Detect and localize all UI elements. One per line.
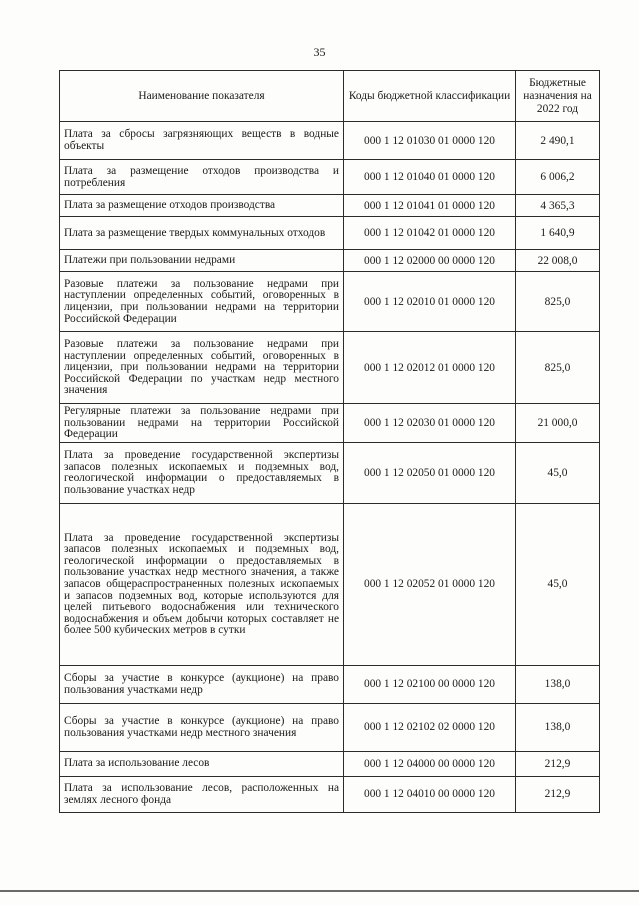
row-name-cell: Сборы за участие в конкурсе (аукционе) на право пользования участками недр	[60, 665, 344, 703]
row-value-cell: 212,9	[516, 751, 600, 776]
table-row	[60, 160, 600, 195]
row-code-cell: 000 1 12 02100 00 0000 120	[344, 665, 516, 703]
row-name-cell: Плата за размещение твердых коммунальных отходов	[60, 217, 344, 250]
row-name-cell: Плата за использование лесов	[60, 751, 344, 776]
row-name-cell: Регулярные платежи за пользование недрами при пользовании недрами на территории Российской Федерации	[60, 404, 344, 443]
table-row	[60, 442, 600, 503]
row-name-cell: Плата за проведение государственной экспертизы запасов полезных ископаемых и подземных вод, геологической информации о предоставляемых в пользование участках недр	[60, 442, 344, 503]
row-value-cell: 1 640,9	[516, 217, 600, 250]
row-name-cell: Сборы за участие в конкурсе (аукционе) на право пользования участками недр местного значения	[60, 703, 344, 751]
row-code-cell: 000 1 12 04000 00 0000 120	[344, 751, 516, 776]
table-body	[60, 122, 600, 813]
table-row	[60, 665, 600, 703]
table-header-row	[60, 71, 600, 122]
table-row	[60, 404, 600, 443]
row-value-cell: 6 006,2	[516, 160, 600, 195]
row-value-cell: 825,0	[516, 272, 600, 332]
table-row	[60, 703, 600, 751]
header-budget-amount: Бюджетные назначения на 2022 год	[516, 71, 600, 122]
row-name-cell: Платежи при пользовании недрами	[60, 250, 344, 272]
table-row	[60, 503, 600, 665]
row-code-cell: 000 1 12 02050 01 0000 120	[344, 442, 516, 503]
row-value-cell: 45,0	[516, 503, 600, 665]
row-code-cell: 000 1 12 02030 01 0000 120	[344, 404, 516, 443]
row-name-cell: Плата за использование лесов, расположенных на землях лесного фонда	[60, 776, 344, 812]
row-value-cell: 4 365,3	[516, 195, 600, 217]
table-row	[60, 751, 600, 776]
row-value-cell: 212,9	[516, 776, 600, 812]
row-code-cell: 000 1 12 02000 00 0000 120	[344, 250, 516, 272]
scan-edge-line	[0, 890, 639, 892]
row-code-cell: 000 1 12 04010 00 0000 120	[344, 776, 516, 812]
row-name-cell: Плата за проведение государственной экспертизы запасов полезных ископаемых и подземных вод, геологической информации о предоставляемых в пользование участках недр местного значения, а также запасов общераспространенных полезных ископаемых и запасов подземных вод, которые используются для целей питьевого водоснабжения или технического водоснабжения и объем добычи которых составляет не более 500 кубических метров в сутки	[60, 503, 344, 665]
row-value-cell: 2 490,1	[516, 122, 600, 160]
row-value-cell: 138,0	[516, 703, 600, 751]
table-row	[60, 195, 600, 217]
table-row	[60, 250, 600, 272]
page-number: 35	[313, 45, 326, 59]
row-code-cell: 000 1 12 02102 02 0000 120	[344, 703, 516, 751]
row-value-cell: 45,0	[516, 442, 600, 503]
table-row	[60, 332, 600, 404]
row-code-cell: 000 1 12 02010 01 0000 120	[344, 272, 516, 332]
table-row	[60, 272, 600, 332]
row-code-cell: 000 1 12 02052 01 0000 120	[344, 503, 516, 665]
row-code-cell: 000 1 12 02012 01 0000 120	[344, 332, 516, 404]
row-code-cell: 000 1 12 01041 01 0000 120	[344, 195, 516, 217]
budget-table	[59, 70, 600, 813]
row-value-cell: 21 000,0	[516, 404, 600, 443]
header-budget-code: Коды бюджетной классификации	[344, 71, 516, 122]
table-row	[60, 776, 600, 812]
row-name-cell: Плата за размещение отходов производства	[60, 195, 344, 217]
row-code-cell: 000 1 12 01040 01 0000 120	[344, 160, 516, 195]
table-row	[60, 217, 600, 250]
table-row	[60, 122, 600, 160]
row-name-cell: Плата за сбросы загрязняющих веществ в водные объекты	[60, 122, 344, 160]
row-name-cell: Разовые платежи за пользование недрами при наступлении определенных событий, оговоренных в лицензии, при пользовании недрами на территории Российской Федерации по участкам недр местного значения	[60, 332, 344, 404]
row-code-cell: 000 1 12 01042 01 0000 120	[344, 217, 516, 250]
row-value-cell: 138,0	[516, 665, 600, 703]
row-value-cell: 825,0	[516, 332, 600, 404]
row-code-cell: 000 1 12 01030 01 0000 120	[344, 122, 516, 160]
row-name-cell: Плата за размещение отходов производства и потребления	[60, 160, 344, 195]
row-value-cell: 22 008,0	[516, 250, 600, 272]
header-indicator-name: Наименование показателя	[60, 71, 344, 122]
row-name-cell: Разовые платежи за пользование недрами при наступлении определенных событий, оговоренных в лицензии, при пользовании недрами на территории Российской Федерации	[60, 272, 344, 332]
